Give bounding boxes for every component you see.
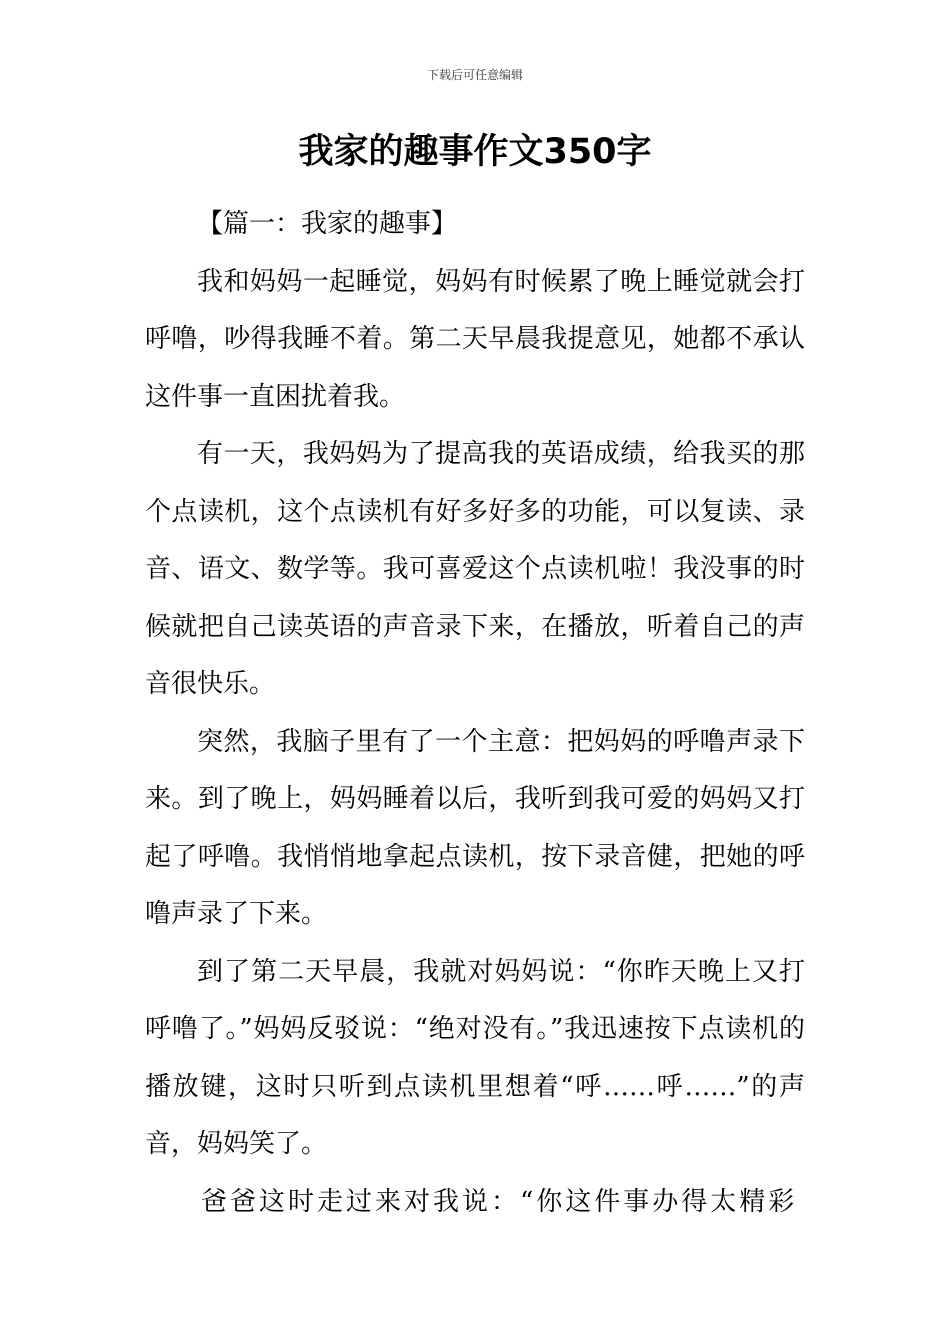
paragraph-1: 我和妈妈一起睡觉，妈妈有时候累了晚上睡觉就会打呼噜，吵得我睡不着。第二天早晨我提意见，她都不承认这件事一直困扰着我。 xyxy=(145,266,805,412)
section-heading: 【篇一：我家的趣事】 xyxy=(197,209,458,239)
paragraph-3: 突然，我脑子里有了一个主意：把妈妈的呼噜声录下来。到了晚上，妈妈睡着以后，我听到我可爱的妈妈又打起了呼噜。我悄悄地拿起点读机，按下录音健，把她的呼噜声录了下来。 xyxy=(145,726,805,929)
paragraph-4: 到了第二天早晨，我就对妈妈说：“你昨天晚上又打呼噜了。”妈妈反驳说：“绝对没有。”我迅速按下点读机的播放键，这时只听到点读机里想着“呼……呼……”的声音，妈妈笑了。 xyxy=(145,956,805,1159)
document-body xyxy=(145,196,805,1231)
paragraph-5: 爸爸这时走过来对我说：“你这件事办得太精彩 xyxy=(201,1186,798,1217)
header-note: 下载后可任意编辑 xyxy=(426,68,523,82)
document-title: 我家的趣事作文350字 xyxy=(298,132,652,172)
paragraph-2: 有一天，我妈妈为了提高我的英语成绩，给我买的那个点读机，这个点读机有好多好多的功能，可以复读、录音、语文、数学等。我可喜爱这个点读机啦！我没事的时候就把自己读英语的声音录下来，在播放，听着自己的声音很快乐。 xyxy=(145,439,805,699)
